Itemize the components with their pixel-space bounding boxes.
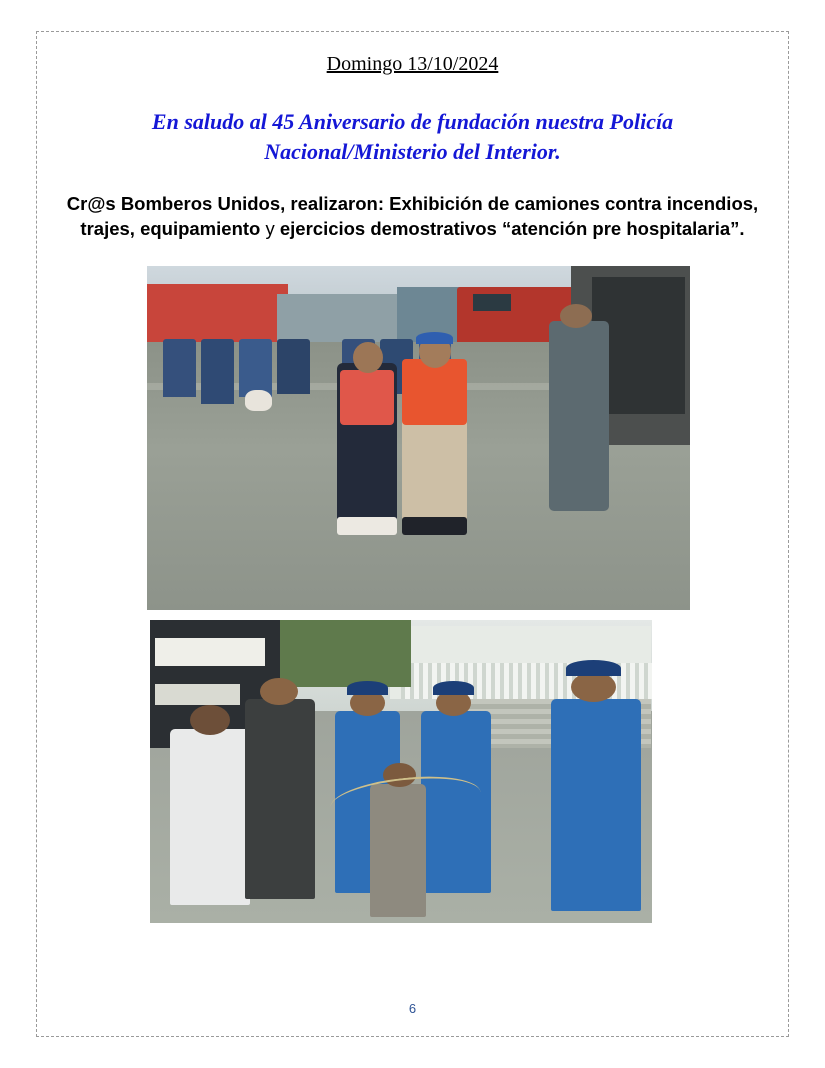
- photo1-fire-truck-window: [473, 294, 511, 311]
- photo1-boy-right-cap: [416, 332, 453, 344]
- photo2-man-dark-shirt: [245, 699, 315, 899]
- photo1-bystander: [239, 339, 272, 397]
- photo-police-rope-demo: [150, 620, 652, 923]
- date-line: [54, 52, 771, 77]
- photo2-trees: [280, 620, 411, 687]
- subheading-conjunction: y: [265, 218, 275, 240]
- page-number: 6: [408, 1001, 417, 1016]
- subheading-part-1: Cr@s Bomberos Unidos, realizaron: Exhibición de camiones contra incendios, trajes, equipamiento: [66, 193, 759, 240]
- date-text: Domingo 13/10/2024: [326, 53, 499, 75]
- photo1-bystander: [163, 339, 196, 397]
- photo1-bystander: [201, 339, 234, 404]
- photo2-officer-right: [551, 699, 641, 911]
- photo1-dog: [245, 390, 272, 411]
- subheading-part-2: ejercicios demostrativos “atención pre hospitalaria”.: [279, 218, 745, 240]
- photo1-bystander: [277, 339, 310, 394]
- photo2-officer-center-right-cap: [433, 681, 474, 695]
- photo2-truck-label-band: [155, 638, 265, 665]
- photo2-truck-label-band-2: [155, 684, 240, 705]
- page-title: En saludo al 45 Aniversario de fundación nuestra Policía Nacional/Ministerio del Interior.: [151, 109, 674, 164]
- photo1-boy-right-shoes: [402, 517, 467, 534]
- subheading: [54, 192, 771, 242]
- photo2-man-white-shirt: [170, 729, 250, 905]
- photo1-boy-right-vest: [402, 359, 467, 424]
- photo2-man-white-shirt-head: [190, 705, 230, 735]
- photo1-boy-left-shoes: [337, 517, 397, 534]
- photo-firefighter-kids: [147, 266, 690, 610]
- photo2-officer-center-left-cap: [347, 681, 388, 695]
- photo1-boy-left-head: [353, 342, 383, 373]
- document-content: [54, 44, 771, 923]
- photo2-man-dark-shirt-head: [260, 678, 298, 705]
- photo2-officer-right-cap: [566, 660, 621, 677]
- photo1-man-right-body: [549, 321, 609, 510]
- photo1-boy-left-vest: [340, 370, 394, 425]
- photo-gallery: [54, 266, 771, 923]
